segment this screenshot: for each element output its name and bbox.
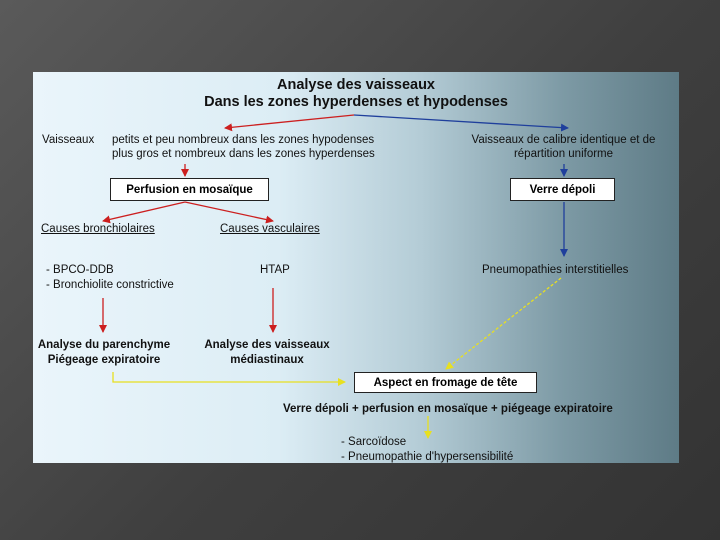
right-branch-line2: répartition uniforme — [513, 148, 614, 160]
arrow-to-vascular — [185, 202, 273, 221]
ground-glass-box: Verre dépoli — [510, 178, 615, 201]
parenchyma-analysis-line2: Piégeage expiratoire — [47, 354, 161, 366]
interstitial-label: Pneumopathies interstitielles — [482, 264, 629, 276]
title-line1: Analyse des vaisseaux — [277, 77, 435, 93]
arrow-title-to-right — [354, 115, 568, 128]
left-branch-label: Vaisseaux — [42, 134, 95, 146]
vascular-causes-label: Causes vasculaires — [220, 223, 320, 235]
vessels-analysis-line1: Analyse des vaisseaux — [204, 339, 330, 351]
bronchiolar-causes-label: Causes bronchiolaires — [41, 223, 155, 235]
final-item-2: - Pneumopathie d'hypersensibilité — [341, 451, 514, 463]
left-branch-line1: petits et peu nombreux dans les zones hypodenses — [112, 134, 375, 146]
parenchyma-analysis-line1: Analyse du parenchyme — [37, 339, 171, 351]
arrow-interstitial-to-head-cheese — [446, 278, 561, 369]
final-item-1: - Sarcoïdose — [341, 436, 407, 448]
vascular-item-htap: HTAP — [260, 264, 290, 276]
arrow-to-bronchiolar — [103, 202, 185, 221]
left-branch-line2: plus gros et nombreux dans les zones hyperdenses — [112, 148, 375, 160]
summary-text: Verre dépoli + perfusion en mosaïque + piégeage expiratoire — [283, 403, 613, 415]
diagram-slide — [33, 72, 679, 463]
arrow-title-to-left — [225, 115, 354, 128]
arrow-parenchyma-to-head-cheese — [113, 372, 345, 382]
bronchiolar-item-2: - Bronchiolite constrictive — [46, 279, 174, 291]
vessels-analysis-line2: médiastinaux — [230, 354, 304, 366]
head-cheese-box: Aspect en fromage de tête — [354, 372, 537, 393]
right-branch-line1: Vaisseaux de calibre identique et de — [471, 134, 656, 146]
bronchiolar-item-1: - BPCO-DDB — [46, 264, 114, 276]
title-line2: Dans les zones hyperdenses et hypodenses — [204, 94, 508, 110]
mosaic-perfusion-box: Perfusion en mosaïque — [110, 178, 269, 201]
